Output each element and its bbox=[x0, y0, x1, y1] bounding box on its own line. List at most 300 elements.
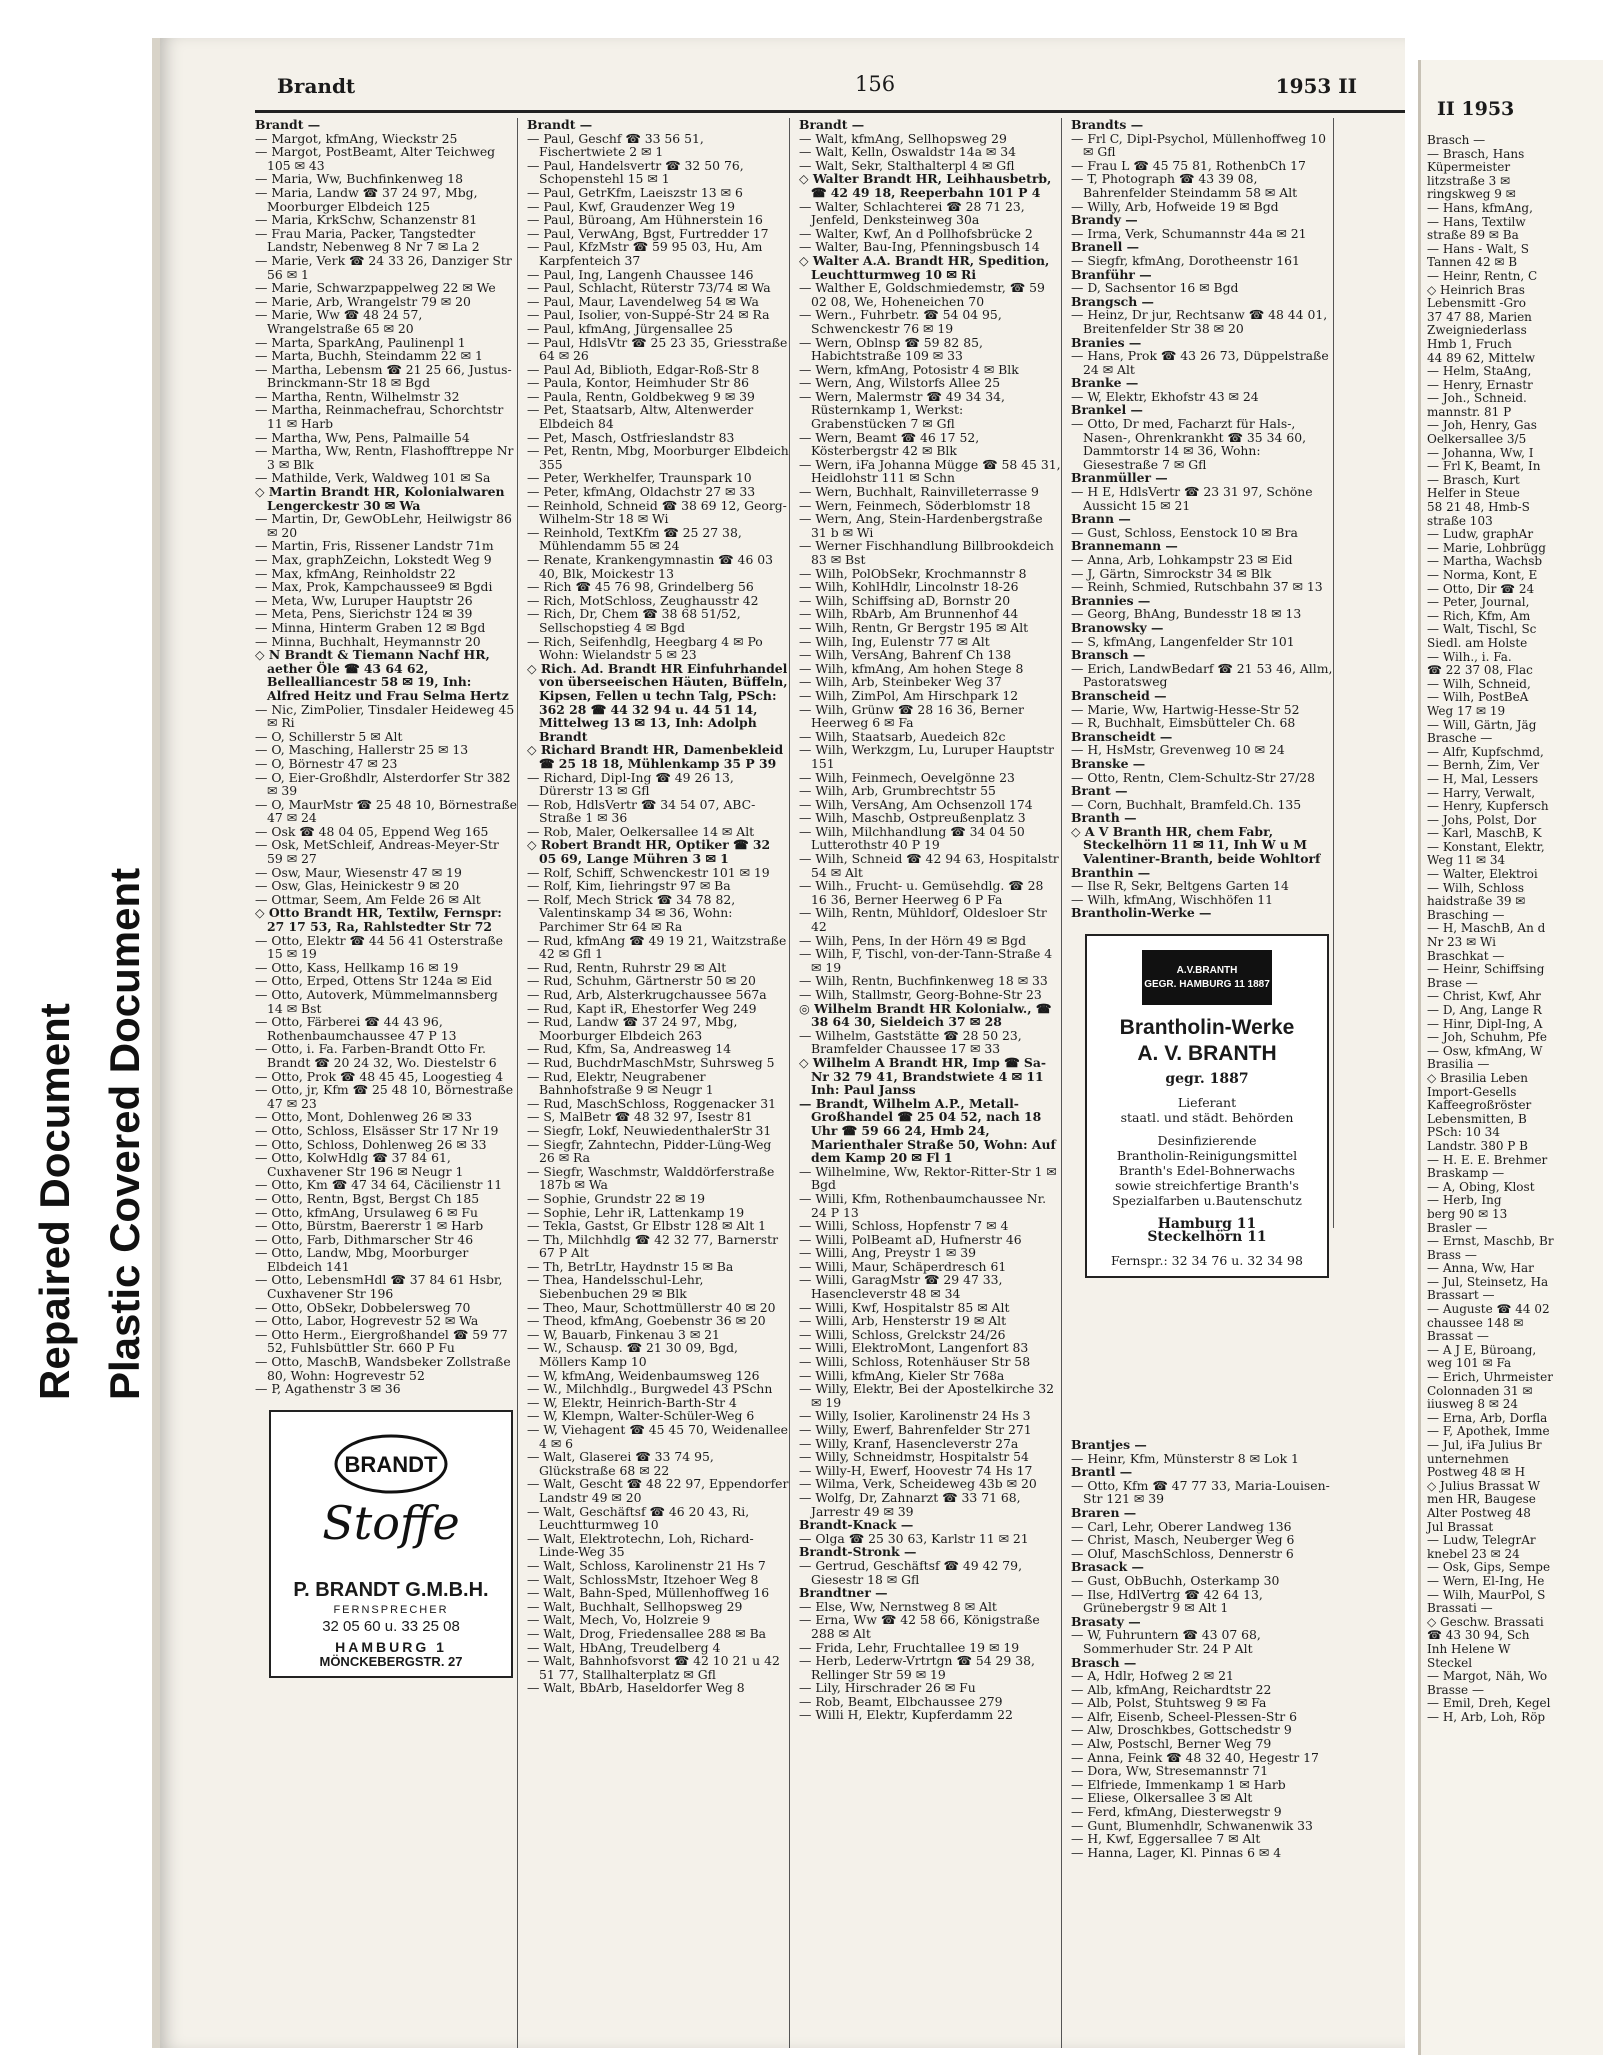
directory-entry: — Willi, Maur, Schäperdresch 61 bbox=[799, 1258, 1007, 1274]
next-page-entry: — Auguste ☎ 44 02 bbox=[1427, 1302, 1550, 1317]
directory-entry: — Wilh, Rentn, Buchfinkenweg 18 ✉ 33 bbox=[799, 973, 1048, 989]
directory-entry: — Siegfr, Waschmstr, Walddörferstraße 187b ✉ Wa bbox=[527, 1163, 775, 1193]
directory-entry: — Wern., Fuhrbetr. ☎ 54 04 95, Schwenckestr 76 ✉ 19 bbox=[799, 307, 1002, 336]
directory-entry: — Paul, Maur, Lavendelweg 54 ✉ Wa bbox=[527, 293, 759, 309]
directory-entry: — Wilh, Pens, In der Hörn 49 ✉ Bgd bbox=[799, 932, 1026, 948]
next-page-entry: Tannen 42 ✉ B bbox=[1427, 255, 1518, 270]
directory-entry: — Gertrud, Geschäftsf ☎ 49 42 79, Giesestr 18 ✉ Gfl bbox=[799, 1557, 1023, 1587]
directory-entry: — Frau Maria, Packer, Tangstedter Landstr, Nebenweg 8 Nr 7 ✉ La 2 bbox=[255, 225, 480, 255]
directory-entry: — Martha, Lebensm ☎ 21 25 66, Justus-Brinckmann-Str 18 ✉ Bgd bbox=[255, 361, 512, 391]
next-page-entry: — Norma, Kont, E bbox=[1427, 568, 1538, 582]
directory-entry: — Margot, PostBeamt, Alter Teichweg 105 ✉ 43 bbox=[255, 144, 496, 173]
directory-entry: — Willi, Kfm, Rothenbaumchaussee Nr. 24 P 13 bbox=[799, 1190, 1047, 1220]
directory-entry: — Marta, Buchh, Steindamm 22 ✉ 1 bbox=[255, 348, 483, 364]
directory-entry: — Walt, HbAng, Treudelberg 4 bbox=[527, 1639, 721, 1655]
directory-entry: ◇ A V Branth HR, chem Fabr, Steckelhörn 11 ✉ 11, Inh W u M Valentiner-Branth, beide Wohltorf bbox=[1071, 823, 1321, 867]
directory-entry: Branscheid — bbox=[1071, 687, 1167, 703]
directory-entry: Brasaty — bbox=[1071, 1613, 1141, 1629]
next-page-entry: Lebensmitt -Gro bbox=[1427, 296, 1527, 311]
directory-entry: — Paul, Büroang, Am Hühnerstein 16 bbox=[527, 212, 763, 228]
directory-entry: — Werner Fischhandlung Billbrookdeich 83 ✉ Bst bbox=[799, 538, 1054, 567]
directory-entry: — Wilh, Milchhandlung ☎ 34 04 50 Lutterothstr 40 P 19 bbox=[799, 823, 1025, 853]
next-page-entry: — Walt, Tischl, Sc bbox=[1427, 622, 1537, 637]
branth-line3: Desinfizierende bbox=[1157, 1132, 1257, 1148]
directory-entry: — Renate, Krankengymnastin ☎ 46 03 40, Blk, Moickestr 13 bbox=[527, 552, 774, 581]
directory-entry: — W, Elektr, Ekhofstr 43 ✉ 24 bbox=[1071, 388, 1259, 404]
directory-entry: — Paul, KfzMstr ☎ 59 95 03, Hu, Am Karpfenteich 37 bbox=[527, 239, 763, 268]
directory-entry: — Wolfg, Dr, Zahnarzt ☎ 33 71 68, Jarrestr 49 ✉ 39 bbox=[799, 1489, 1021, 1519]
branth-line1: Lieferant bbox=[1177, 1094, 1237, 1110]
directory-entry: — Wilh, Maschb, Ostpreußenplatz 3 bbox=[799, 810, 1026, 826]
next-page-entry: Brassat — bbox=[1427, 1329, 1489, 1344]
branth-founded: gegr. 1887 bbox=[1165, 1071, 1249, 1088]
next-page-entry: Brassart — bbox=[1427, 1288, 1495, 1303]
directory-entry: — Wilh, Grünw ☎ 28 16 36, Berner Heerweg 6 ✉ Fa bbox=[799, 701, 1024, 731]
next-page-entry: ☎ 43 30 94, Sch bbox=[1427, 1628, 1530, 1643]
directory-entry: — Pet, Rentn, Mbg, Moorburger Elbdeich 355 bbox=[527, 443, 789, 472]
next-page-entry: Kaffeegroßröster bbox=[1427, 1098, 1532, 1113]
next-page-entry: — Hans - Walt, S bbox=[1427, 241, 1529, 256]
directory-entry: — Rud, Elektr, Neugrabener Bahnhofstraße 9 ✉ Neugr 1 bbox=[527, 1068, 714, 1098]
directory-entry: — W., Schausp. ☎ 21 30 09, Bgd, Möllers Kamp 10 bbox=[527, 1340, 738, 1370]
next-page-entry: Braschkat — bbox=[1427, 948, 1505, 963]
directory-entry: — Paul, Geschf ☎ 33 56 51, Fischertwiete 2 ✉ 1 bbox=[527, 130, 704, 160]
next-page-entry: — Helm, StaAng, bbox=[1427, 364, 1532, 379]
next-page-entry: weg 101 ✉ Fa bbox=[1427, 1356, 1512, 1371]
directory-entry: — Walther E, Goldschmiedemstr, ☎ 59 02 08, We, Hoheneichen 70 bbox=[799, 280, 1045, 309]
next-page-entry: — Wilh, MaurPol, S bbox=[1427, 1587, 1546, 1602]
directory-entry: — Walt, Buchhalt, Sellhopsweg 29 bbox=[527, 1598, 743, 1614]
directory-entry: — Rud, BuchdrMaschMstr, Suhrsweg 5 bbox=[527, 1054, 775, 1070]
next-page-entry: — Wilh, PostBeA bbox=[1427, 690, 1529, 705]
next-page-entry: — A, Obing, Klost bbox=[1427, 1179, 1535, 1194]
header-year: 1953 II bbox=[1275, 74, 1357, 98]
directory-entry: — Wern, Ang, Stein-Hardenbergstraße 31 b ✉ Wi bbox=[799, 511, 1043, 540]
directory-entry: — O, Eier-Großhdlr, Alsterdorfer Str 382 ✉ 39 bbox=[255, 769, 511, 799]
directory-entry: — Paul, Handelsvertr ☎ 32 50 76, Schopenstehl 15 ✉ 1 bbox=[527, 157, 744, 187]
directory-entry: — Maria, Ww, Buchfinkenweg 18 bbox=[255, 171, 463, 187]
next-page-entry: — Hans, Textilw bbox=[1427, 214, 1526, 229]
directory-entry: — Otto, jr, Kfm ☎ 25 48 10, Börnestraße 47 ✉ 23 bbox=[255, 1082, 514, 1111]
directory-entry: — Willi, kfmAng, Kieler Str 768a bbox=[799, 1367, 1005, 1383]
directory-entry: — Paul, GetrKfm, Laeiszstr 13 ✉ 6 bbox=[527, 184, 743, 200]
directory-entry: ◎ Wilhelm Brandt HR Kolonialw., ☎ 38 64 30, Sieldeich 37 ✉ 28 bbox=[799, 1000, 1052, 1030]
directory-entry: — Rich ☎ 45 76 98, Grindelberg 56 bbox=[527, 579, 754, 595]
directory-entry: — W, Bauarb, Finkenau 3 ✉ 21 bbox=[527, 1326, 720, 1342]
directory-entry: — Willi, Schloss, Hopfenstr 7 ✉ 4 bbox=[799, 1218, 1009, 1234]
directory-entry: — Alw, Droschkbes, Gottschedstr 9 bbox=[1071, 1722, 1292, 1738]
next-page-entry: — Erna, Arb, Dorfla bbox=[1427, 1410, 1548, 1425]
directory-entry: Bransch — bbox=[1071, 647, 1146, 663]
directory-entry: — D, Sachsentor 16 ✉ Bgd bbox=[1071, 280, 1239, 296]
directory-entry: ◇ Wilhelm A Brandt HR, Imp ☎ Sa-Nr 32 79 41, Brandstwiete 4 ✉ 11 Inh: Paul Janss bbox=[799, 1054, 1047, 1098]
directory-entry: — H E, HdlsVertr ☎ 23 31 97, Schöne Aussicht 15 ✉ 21 bbox=[1071, 484, 1313, 513]
next-page-entry: — Henry, Kupfersch bbox=[1427, 799, 1549, 814]
directory-entry: — Otto, Kass, Hellkamp 16 ✉ 19 bbox=[255, 959, 459, 975]
directory-entry: — Peter, kfmAng, Oldachstr 27 ✉ 33 bbox=[527, 484, 756, 500]
directory-entry: — Brandt, Wilhelm A.P., Metall-Großhandel ☎ 25 04 52, nach 18 Uhr ☎ 59 66 24, Hmb 24, Marienthaler Straße 50, Wohn: Auf dem Kamp 20 ✉ Fl 1 bbox=[799, 1095, 1056, 1166]
directory-entry: — Oluf, MaschSchloss, Dennerstr 6 bbox=[1071, 1545, 1294, 1561]
directory-entry: — Paula, Rentn, Goldbekweg 9 ✉ 39 bbox=[527, 388, 755, 404]
next-page-entry: Brasilia — bbox=[1427, 1057, 1490, 1072]
column-1 bbox=[255, 118, 518, 2048]
next-page-entry: — Marie, Lohbrügg bbox=[1427, 540, 1546, 555]
next-page-entry: Brasse — bbox=[1427, 1682, 1484, 1697]
next-page-entry: Alter Postweg 48 bbox=[1427, 1505, 1531, 1520]
directory-entry: — Richard, Dipl-Ing ☎ 49 26 13, Dürerstr 13 ✉ Gfl bbox=[527, 769, 734, 799]
directory-entry: Branies — bbox=[1071, 334, 1142, 350]
column-3 bbox=[799, 118, 1062, 2048]
next-page-entry: — Konstant, Elektr, bbox=[1427, 839, 1545, 854]
directory-entry: — Wilh, PolObSekr, Krochmannstr 8 bbox=[799, 565, 1027, 581]
next-page-entry: ◇ Brasilia Leben bbox=[1427, 1070, 1528, 1085]
next-page-entry: — Harry, Verwalt, bbox=[1427, 785, 1536, 800]
next-page-entry: ☎ 22 37 08, Flac bbox=[1427, 663, 1533, 678]
directory-entry: — Osk ☎ 48 04 05, Eppend Weg 165 bbox=[255, 823, 489, 839]
next-page-entry: berg 90 ✉ 13 bbox=[1427, 1206, 1508, 1221]
directory-entry: — Walt, kfmAng, Sellhopsweg 29 bbox=[799, 130, 1007, 146]
directory-entry: ◇ Robert Brandt HR, Optiker ☎ 32 05 69, Lange Mühren 3 ✉ 1 bbox=[527, 837, 771, 867]
directory-entry: — Nic, ZimPolier, Tinsdaler Heideweg 45 ✉ Ri bbox=[255, 701, 515, 731]
directory-entry: — Hanna, Lager, Kl. Pinnas 6 ✉ 4 bbox=[1071, 1844, 1282, 1860]
directory-entry: — Walt, Glaserei ☎ 33 74 95, Glückstraße 68 ✉ 22 bbox=[527, 1449, 714, 1478]
directory-entry: — Wern, Buchhalt, Rainvilleterrasse 9 bbox=[799, 484, 1039, 500]
directory-entry: — Osw, Maur, Wiesenstr 47 ✉ 19 bbox=[255, 864, 462, 880]
directory-entry: Brankel — bbox=[1071, 402, 1143, 418]
next-page-entry: — Jul, iFa Julius Br bbox=[1427, 1438, 1542, 1452]
directory-entry: Branführ — bbox=[1071, 266, 1152, 282]
directory-entry: — Wilh, kfmAng, Am hohen Stege 8 bbox=[799, 660, 1024, 676]
directory-entry: — Walt, Kelln, Oswaldstr 14a ✉ 34 bbox=[799, 144, 1017, 160]
directory-entry: — Paul, kfmAng, Jürgensallee 25 bbox=[527, 320, 734, 336]
directory-entry: — Th, BetrLtr, Haydnstr 15 ✉ Ba bbox=[527, 1258, 734, 1274]
brandt-stoffe-ad bbox=[269, 1410, 513, 1679]
directory-entry: — Max, Prok, Kampchaussee9 ✉ Bgdi bbox=[255, 579, 493, 595]
next-page-entry: Brasler — bbox=[1427, 1220, 1488, 1235]
directory-entry: Branmüller — bbox=[1071, 470, 1168, 486]
directory-entry: — Frau L ☎ 45 75 81, RothenbCh 17 bbox=[1071, 157, 1306, 173]
next-page-entry: — Peter, Journal, bbox=[1427, 595, 1530, 610]
directory-entry: — Walt, Drog, Friedensallee 288 ✉ Ba bbox=[527, 1625, 767, 1641]
directory-entry: — Paul, Schlacht, Rüterstr 73/74 ✉ Wa bbox=[527, 280, 771, 296]
column-4-lower bbox=[1071, 1438, 1333, 2048]
next-page-entry: — Wilh, Schloss bbox=[1427, 880, 1525, 895]
directory-entry: — Heinz, Dr jur, Rechtsanw ☎ 48 44 01, Breitenfelder Str 38 ✉ 20 bbox=[1071, 307, 1328, 336]
directory-entry: — Paul, Isolier, von-Suppé-Str 24 ✉ Ra bbox=[527, 307, 770, 323]
directory-entry: Braren — bbox=[1071, 1504, 1137, 1520]
directory-entry: — O, MaurMstr ☎ 25 48 10, Börnestraße 47 ✉ 24 bbox=[255, 796, 517, 826]
directory-entry: — Paul, VerwAng, Bgst, Furtredder 17 bbox=[527, 225, 769, 241]
directory-entry: Brandt-Stronk — bbox=[799, 1544, 917, 1560]
next-page-header: II 1953 bbox=[1437, 98, 1515, 120]
directory-entry: Branke — bbox=[1071, 375, 1139, 391]
directory-entry: — Wilh, Ing, Eulenstr 77 ✉ Alt bbox=[799, 633, 990, 649]
directory-entry: — Wern, Feinmech, Söderblomstr 18 bbox=[799, 497, 1031, 513]
next-page-entry: — Brasch, Kurt bbox=[1427, 472, 1520, 487]
next-page-entry: — Frl K, Beamt, In bbox=[1427, 459, 1541, 474]
directory-entry: — W., Milchhdlg., Burgwedel 43 PSchn bbox=[527, 1381, 773, 1397]
brantholin-werke-ad bbox=[1085, 934, 1329, 1278]
directory-entry: — Rolf, Mech Strick ☎ 34 78 82, Valentinskamp 34 ✉ 36, Wohn: Parchimer Str 64 ✉ Ra bbox=[527, 891, 736, 935]
next-page-entry: — H, Mal, Lessers bbox=[1427, 771, 1539, 786]
next-page-entry: — Joh, Henry, Gas bbox=[1427, 418, 1537, 433]
directory-entry: Brandtner — bbox=[799, 1585, 888, 1601]
directory-entry: — Otto, Schloss, Elsässer Str 17 Nr 19 bbox=[255, 1122, 499, 1138]
next-page-entry: ◇ Julius Brassat W bbox=[1427, 1478, 1541, 1493]
directory-entry: — Willy, Kranf, Hasencleverstr 27a bbox=[799, 1435, 1019, 1451]
directory-columns bbox=[255, 118, 1360, 2048]
logo-top-text: BRANDT bbox=[344, 1451, 438, 1477]
directory-entry: — Minna, Hinterm Graben 12 ✉ Bgd bbox=[255, 619, 486, 635]
directory-entry: — R, Buchhalt, Eimsbütteler Ch. 68 bbox=[1071, 715, 1296, 731]
next-page-entry: — Herb, Ing bbox=[1427, 1193, 1502, 1208]
directory-entry: Branth — bbox=[1071, 810, 1137, 826]
directory-entry: — Wilhelm, Gaststätte ☎ 28 50 23, Bramfelder Chaussee 17 ✉ 33 bbox=[799, 1027, 1022, 1057]
next-page-entry: Oelkersallee 3/5 bbox=[1427, 432, 1527, 447]
directory-entry: — Martha, Ww, Pens, Palmaille 54 bbox=[255, 429, 470, 445]
directory-entry: — Minna, Buchhalt, Heymannstr 20 bbox=[255, 633, 481, 649]
directory-entry: — Willi, ElektroMont, Langenfort 83 bbox=[799, 1340, 1029, 1356]
ad-phone-numbers: 32 05 60 u. 33 25 08 bbox=[322, 1617, 460, 1635]
directory-entry: Branowsky — bbox=[1071, 619, 1164, 635]
directory-entry: — Otto, Bürstm, Baererstr 1 ✉ Harb bbox=[255, 1218, 484, 1234]
next-page-entry: Braskamp — bbox=[1427, 1166, 1505, 1181]
next-page-entry: Siedl. am Holste bbox=[1427, 635, 1528, 650]
next-page-entry: chaussee 148 ✉ bbox=[1427, 1315, 1524, 1330]
directory-entry: — Otto, Kfm ☎ 47 77 33, Maria-Louisen-Str 121 ✉ 39 bbox=[1071, 1477, 1330, 1507]
directory-entry: — Otto, Schloss, Dohlenweg 26 ✉ 33 bbox=[255, 1136, 487, 1152]
directory-entry: — Wilma, Verk, Scheideweg 43b ✉ 20 bbox=[799, 1476, 1037, 1492]
directory-entry: — Wilh, Schiffsing aD, Bornstr 20 bbox=[799, 592, 1011, 608]
directory-entry: — Willi, Schloss, Grelckstr 24/26 bbox=[799, 1326, 1006, 1342]
directory-entry: — Marie, Schwarzpappelweg 22 ✉ We bbox=[255, 280, 496, 296]
next-page-entry: — Johs, Polst, Dor bbox=[1427, 812, 1537, 827]
directory-entry: — Paul Ad, Biblioth, Edgar-Roß-Str 8 bbox=[527, 361, 760, 377]
directory-entry: — S, kfmAng, Langenfelder Str 101 bbox=[1071, 633, 1295, 649]
directory-entry: — Heinr, Kfm, Münsterstr 8 ✉ Lok 1 bbox=[1071, 1450, 1299, 1466]
directory-entry: Brant — bbox=[1071, 783, 1128, 799]
header-keyword: Brandt bbox=[277, 74, 356, 98]
next-page-entry: — Walter, Elektroi bbox=[1427, 867, 1538, 882]
branth-products-block bbox=[1093, 1133, 1321, 1208]
directory-entry: — Frl C, Dipl-Psychol, Müllenhoffweg 10 ✉ Gfl bbox=[1071, 130, 1326, 160]
directory-entry: — Otto, Farb, Dithmarscher Str 46 bbox=[255, 1231, 474, 1247]
directory-entry: — Otto, Prok ☎ 48 45 45, Loogestieg 4 bbox=[255, 1068, 504, 1084]
branth-title-2: A. V. BRANTH bbox=[1137, 1042, 1277, 1066]
directory-entry: — Rich, Dr, Chem ☎ 38 68 51/52, Sellschopstieg 4 ✉ Bgd bbox=[527, 606, 741, 635]
next-page-entry: Brasching — bbox=[1427, 907, 1505, 922]
next-page-entry: Brase — bbox=[1427, 975, 1478, 990]
directory-entry: Brandt — bbox=[255, 117, 321, 132]
directory-entry: — Walt, Bahnhofsvorst ☎ 42 10 21 u 42 51 77, Stallhalterplatz ✉ Gfl bbox=[527, 1653, 780, 1682]
directory-entry: — Otto, MaschB, Wandsbeker Zollstraße 80, Wohn: Hogrevestr 52 bbox=[255, 1354, 511, 1383]
next-page-entry: — Henry, Ernastr bbox=[1427, 377, 1533, 392]
directory-entry: Brannies — bbox=[1071, 592, 1151, 608]
ad-city: HAMBURG 1 bbox=[335, 1639, 447, 1656]
directory-entry: — Siegfr, Zahntechn, Pidder-Lüng-Weg 26 ✉ Ra bbox=[527, 1136, 772, 1166]
next-page-entry: — D, Ang, Lange R bbox=[1427, 1003, 1542, 1017]
directory-entry: — Reinh, Schmied, Rutschbahn 37 ✉ 13 bbox=[1071, 579, 1323, 595]
directory-entry: — Otto Herm., Eiergroßhandel ☎ 59 77 52, Fuhlsbüttler Str. 660 P Fu bbox=[255, 1326, 508, 1356]
directory-entry: — Rich, MotSchloss, Zeughausstr 42 bbox=[527, 592, 759, 608]
directory-entry: — W, Elektr, Heinrich-Barth-Str 4 bbox=[527, 1394, 737, 1410]
directory-entry: — S, MalBetr ☎ 48 32 97, Isestr 81 bbox=[527, 1109, 753, 1125]
directory-entry: — Sophie, Lehr iR, Lattenkamp 19 bbox=[527, 1204, 745, 1220]
directory-entry: ◇ Walter A.A. Brandt HR, Spedition, Leuchtturmweg 10 ✉ Ri bbox=[799, 252, 1050, 282]
directory-entry: — Wern, Malermstr ☎ 49 34 34, Rüsternkamp 1, Werkst: Grabenstücken 7 ✉ Gfl bbox=[799, 388, 1005, 432]
directory-entry: — Maria, Landw ☎ 37 24 97, Mbg, Moorburger Elbdeich 125 bbox=[255, 184, 478, 214]
next-page-entry: — Otto, Dir ☎ 24 bbox=[1427, 581, 1535, 596]
directory-entry: — Rud, Arb, Alsterkrugchaussee 567a bbox=[527, 987, 767, 1002]
directory-entry: — Hans, Prok ☎ 43 26 73, Düppelstraße 24 ✉ Alt bbox=[1071, 348, 1329, 377]
branth-line4: Brantholin-Reinigungsmittel bbox=[1116, 1147, 1298, 1163]
ad-phone-label: FERNSPRECHER bbox=[333, 1604, 449, 1616]
branth-line7: Spezialfarben u.Bautenschutz bbox=[1112, 1192, 1302, 1208]
next-page-entry: — Erich, Uhrmeister bbox=[1427, 1370, 1553, 1385]
next-page-entry: — F, Apothek, Imme bbox=[1427, 1424, 1550, 1439]
stamp-line-repaired: Repaired Document bbox=[31, 1003, 78, 1400]
column-entries bbox=[799, 118, 1061, 1722]
branth-line2: staatl. und städt. Behörden bbox=[1120, 1109, 1294, 1125]
directory-entry: — A, Hdlr, Hofweg 2 ✉ 21 bbox=[1071, 1668, 1234, 1684]
directory-entry: — Erich, LandwBedarf ☎ 21 53 46, Allm, Pastoratsweg bbox=[1071, 660, 1333, 690]
next-page-entry: Hmb 1, Fruch bbox=[1427, 336, 1512, 351]
directory-entry: — Maria, KrkSchw, Schanzenstr 81 bbox=[255, 212, 478, 228]
directory-entry: ◇ Richard Brandt HR, Damenbekleid ☎ 25 18 18, Mühlenkamp 35 P 39 bbox=[527, 742, 784, 771]
branth-title-1: Brantholin-Werke bbox=[1119, 1016, 1295, 1040]
directory-entry: ◇ N Brandt & Tiemann Nachf HR, aether Öle ☎ 43 64 62, Bellealliancestr 58 ✉ 19, Inh: Alfred Heitz und Frau Selma Hertz bbox=[255, 647, 509, 703]
next-page-entry: — Christ, Kwf, Ahr bbox=[1427, 989, 1541, 1004]
next-page-entry: — Joh, Schuhm, Pfe bbox=[1427, 1030, 1547, 1045]
directory-entry: — Paula, Kontor, Heimhuder Str 86 bbox=[527, 375, 749, 391]
directory-entry: — Martha, Reinmachefrau, Schorchtstr 11 ✉ Harb bbox=[255, 402, 504, 432]
directory-entry: — Otto, Rentn, Bgst, Bergst Ch 185 bbox=[255, 1190, 480, 1206]
directory-entry: — Otto, Landw, Mbg, Moorburger Elbdeich 141 bbox=[255, 1245, 469, 1274]
directory-entry: — Otto, Färberei ☎ 44 43 96, Rothenbaumchaussee 47 P 13 bbox=[255, 1014, 457, 1043]
next-page-entry: Import-Gesells bbox=[1427, 1084, 1517, 1099]
directory-entry: — Otto, ObSekr, Dobbelersweg 70 bbox=[255, 1299, 471, 1315]
next-page-entry: — Hans, kfmAng, bbox=[1427, 200, 1533, 215]
directory-entry: Brandt-Knack — bbox=[799, 1517, 914, 1533]
directory-entry: — T, Photograph ☎ 43 39 08, Bahrenfelder Steindamm 58 ✉ Alt bbox=[1071, 171, 1298, 200]
next-page-entry: Helfer in Steue bbox=[1427, 486, 1520, 501]
directory-entry: — Rud, Landw ☎ 37 24 97, Mbg, Moorburger Elbdeich 263 bbox=[527, 1014, 738, 1043]
directory-entry: — Max, graphZeichn, Lokstedt Weg 9 bbox=[255, 552, 492, 567]
next-page-entry: Inh Helene W bbox=[1427, 1641, 1511, 1656]
directory-entry: ◇ Martin Brandt HR, Kolonialwaren Lengerckestr 30 ✉ Wa bbox=[255, 484, 505, 513]
directory-entry: — Dora, Ww, Stresemannstr 71 bbox=[1071, 1763, 1269, 1779]
directory-entry: ◇ Otto Brandt HR, Textilw, Fernspr: 27 17 53, Ra, Rahlstedter Str 72 bbox=[255, 905, 502, 935]
directory-entry: ◇ Walter Brandt HR, Leihhausbetrb, ☎ 42 49 18, Reeperbahn 101 P 4 bbox=[799, 171, 1052, 200]
directory-entry: — Rob, HdlsVertr ☎ 34 54 07, ABC-Straße 1 ✉ 36 bbox=[527, 796, 756, 826]
directory-entry: — Peter, Werkhelfer, Traunspark 10 bbox=[527, 470, 752, 486]
directory-entry: — Georg, BhAng, Bundesstr 18 ✉ 13 bbox=[1071, 606, 1302, 622]
directory-entry: — Wilh, Werkzgm, Lu, Luruper Hauptstr 151 bbox=[799, 742, 1054, 771]
directory-entry: — Wilh, F, Tischl, von-der-Tann-Straße 4 ✉ 19 bbox=[799, 946, 1053, 975]
ad-street: MÖNCKEBERGSTR. 27 bbox=[319, 1653, 463, 1669]
next-page-entry: mannstr. 81 P bbox=[1427, 404, 1512, 419]
next-page-entry: — Brasch, Hans bbox=[1427, 146, 1525, 161]
next-page-entry: Lebensmitten, B bbox=[1427, 1111, 1527, 1126]
directory-entry: — Pet, Masch, Ostfrieslandstr 83 bbox=[527, 429, 735, 445]
directory-entry: — Anna, Feink ☎ 48 32 40, Hegestr 17 bbox=[1071, 1749, 1319, 1765]
directory-entry: — Herb, Lederw-Vrtrtgn ☎ 54 29 38, Rellinger Str 59 ✉ 19 bbox=[799, 1653, 1035, 1682]
brandt-stoffe-logo bbox=[316, 1424, 466, 1574]
directory-entry: — H, HsMstr, Grevenweg 10 ✉ 24 bbox=[1071, 742, 1285, 758]
directory-entry: — Rolf, Kim, Iiehringstr 97 ✉ Ba bbox=[527, 878, 731, 894]
directory-page bbox=[152, 38, 1405, 2048]
directory-entry: — Meta, Pens, Sierichstr 124 ✉ 39 bbox=[255, 606, 473, 622]
directory-entry: — Otto, Mont, Dohlenweg 26 ✉ 33 bbox=[255, 1109, 473, 1125]
next-page-entry: Landstr. 380 P B bbox=[1427, 1138, 1528, 1153]
directory-entry: — W, Fuhruntern ☎ 43 07 68, Sommerhuder Str. 24 P Alt bbox=[1071, 1627, 1261, 1656]
directory-entry: — Rud, Rentn, Ruhrstr 29 ✉ Alt bbox=[527, 959, 727, 975]
next-page-entry: — Ludw, TelegrAr bbox=[1427, 1533, 1536, 1548]
directory-entry: Branthin — bbox=[1071, 864, 1151, 880]
directory-entry: — Otto, KolwHdlg ☎ 37 84 61, Cuxhavener Str 196 ✉ Neugr 1 bbox=[255, 1150, 464, 1179]
directory-entry: — Walt, Gescht ☎ 48 22 97, Eppendorfer Landstr 49 ✉ 20 bbox=[527, 1476, 789, 1505]
directory-entry: — Wilh, VersAng, Bahrenf Ch 138 bbox=[799, 647, 1012, 663]
directory-entry: — Willy, Ewerf, Bahrenfelder Str 271 bbox=[799, 1422, 1032, 1437]
directory-entry: — Paul, HdlsVtr ☎ 25 23 35, Griesstraße 64 ✉ 26 bbox=[527, 334, 788, 364]
next-page-entry: — Wern, El-Ing, He bbox=[1427, 1573, 1545, 1588]
directory-entry: — Carl, Lehr, Oberer Landweg 136 bbox=[1071, 1518, 1292, 1534]
directory-entry: — Otto, kfmAng, Ursulaweg 6 ✉ Fu bbox=[255, 1204, 478, 1220]
next-page-entry: Brasch — bbox=[1427, 133, 1486, 147]
directory-entry: — Willi, Ang, Preystr 1 ✉ 39 bbox=[799, 1245, 977, 1261]
column-entries bbox=[255, 118, 517, 1396]
directory-entry: — Erna, Ww ☎ 42 58 66, Königstraße 288 ✉ Alt bbox=[799, 1612, 1040, 1641]
column-entries bbox=[527, 118, 789, 1695]
directory-entry: — Rud, Kfm, Sa, Andreasweg 14 bbox=[527, 1041, 732, 1057]
directory-entry: — Wilh, Arb, Steinbeker Weg 37 bbox=[799, 674, 1002, 690]
next-page-entry: — Wilh., i. Fa. bbox=[1427, 649, 1512, 664]
directory-entry: — Siegfr, Lokf, NeuwiedenthalerStr 31 bbox=[527, 1122, 772, 1138]
directory-entry: — Rud, MaschSchloss, Roggenacker 31 bbox=[527, 1095, 776, 1111]
page-header bbox=[255, 70, 1405, 113]
directory-entry: — Marta, SparkAng, Paulinenpl 1 bbox=[255, 334, 466, 350]
directory-entry: Brann — bbox=[1071, 511, 1131, 527]
directory-entry: — Wilh., Frucht- u. Gemüsehdlg. ☎ 28 16 36, Berner Heerweg 6 P Fa bbox=[799, 878, 1044, 907]
directory-entry: — Wilh, Schneid ☎ 42 94 63, Hospitalstr 54 ✉ Alt bbox=[799, 851, 1059, 880]
next-page-entry: ringskweg 9 ✉ bbox=[1427, 187, 1516, 202]
next-page-entry: — Martha, Wachsb bbox=[1427, 554, 1543, 569]
next-page-entry: Zweigniederlass bbox=[1427, 323, 1527, 338]
next-page-entry: 37 47 88, Marien bbox=[1427, 309, 1532, 324]
directory-entry: — Eliese, Olkersallee 3 ✉ Alt bbox=[1071, 1790, 1253, 1806]
directory-entry: — Paul, Ing, Langenh Chaussee 146 bbox=[527, 266, 754, 282]
branth-line5: Branth's Edel-Bohnerwachs bbox=[1118, 1162, 1296, 1178]
next-page-entry: — Emil, Dreh, Kegel bbox=[1427, 1696, 1551, 1711]
directory-entry: — W, Klempn, Walter-Schüler-Weg 6 bbox=[527, 1408, 755, 1424]
directory-entry: — O, Börnestr 47 ✉ 23 bbox=[255, 755, 398, 771]
directory-entry: — J, Gärtn, Simrockstr 34 ✉ Blk bbox=[1071, 565, 1272, 581]
next-page-entry: Jul Brassat bbox=[1427, 1519, 1494, 1534]
directory-entry: — Wilh, RbArb, Am Brunnenhof 44 bbox=[799, 606, 1019, 622]
column-entries bbox=[1071, 118, 1333, 920]
next-page-entry: 44 89 62, Mittelw bbox=[1427, 350, 1536, 365]
branth-phone: Fernspr.: 32 34 76 u. 32 34 98 bbox=[1111, 1252, 1303, 1268]
directory-entry: — Reinhold, TextKfm ☎ 25 27 38, Mühlendamm 55 ✉ 24 bbox=[527, 524, 742, 554]
directory-entry: — Walt, BbArb, Haseldorfer Weg 8 bbox=[527, 1680, 745, 1696]
directory-entry: — Otto, LebensmHdl ☎ 37 84 61 Hsbr, Cuxhavener Str 196 bbox=[255, 1272, 503, 1302]
directory-entry: — Ilse R, Sekr, Beltgens Garten 14 bbox=[1071, 878, 1289, 894]
directory-entry: — Walter, Bau-Ing, Pfenningsbusch 14 bbox=[799, 239, 1040, 255]
next-page-entry: — Osk, Gips, Sempe bbox=[1427, 1560, 1551, 1575]
next-page-entry: ◇ Geschw. Brassati bbox=[1427, 1614, 1544, 1629]
directory-entry: — Osw, Glas, Heinickestr 9 ✉ 20 bbox=[255, 878, 460, 894]
next-page-entry: men HR, Baugese bbox=[1427, 1492, 1536, 1507]
